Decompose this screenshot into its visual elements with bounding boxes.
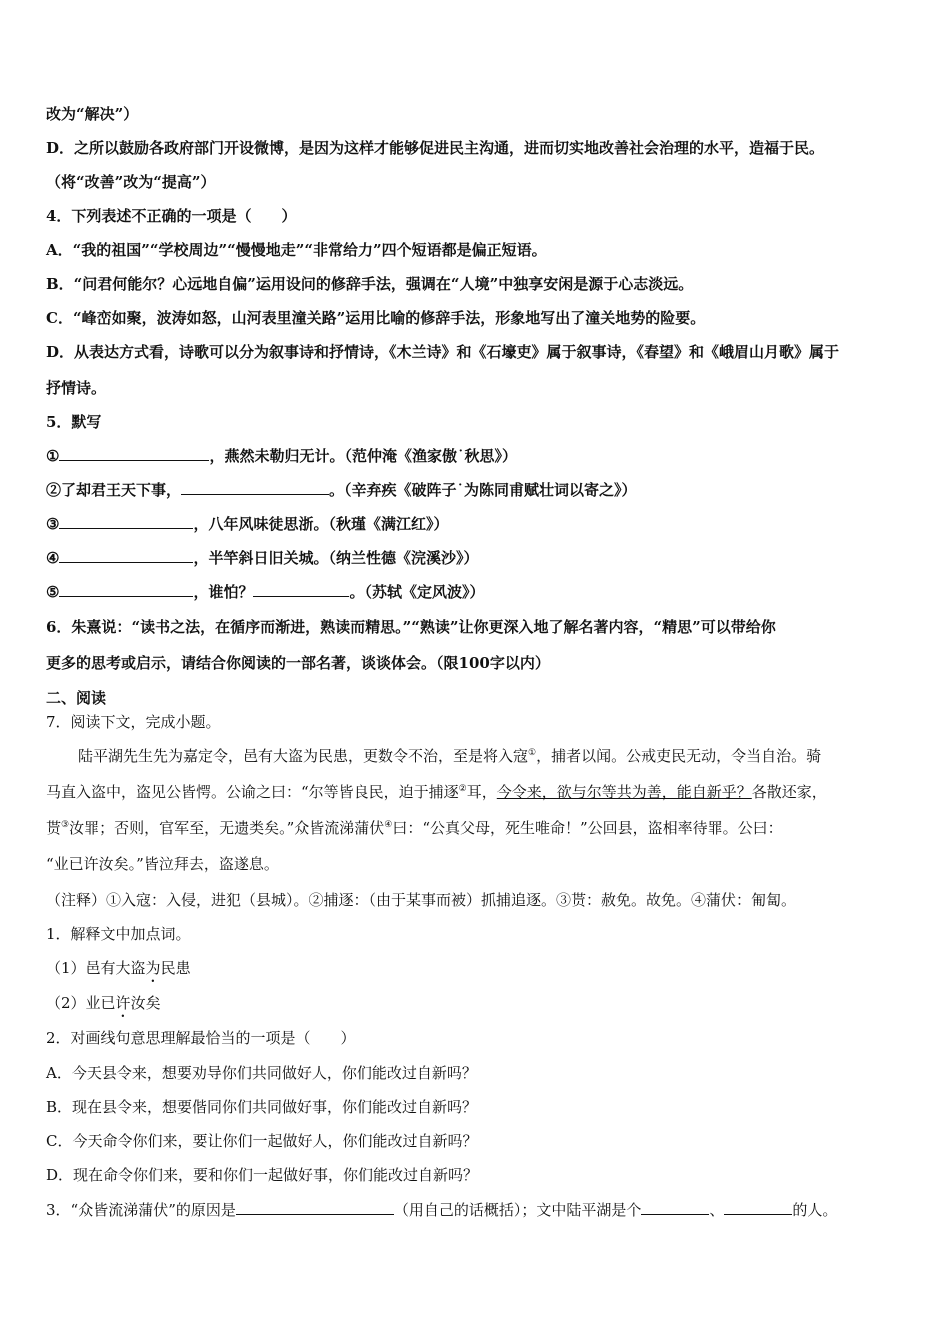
dotted-word: 为 bbox=[145, 959, 161, 977]
item-number: ① bbox=[46, 447, 60, 465]
q5-item-4 bbox=[46, 548, 916, 568]
sub2-option-c: C．今天命令你们来，要让你们一起做好人，你们能改过自新吗？ bbox=[46, 1132, 478, 1150]
footnote-ref: ③ bbox=[61, 820, 70, 830]
annotations: （注释）①入寇：入侵，进犯（县城）。②捕逐：（由于某事而被）抓捕追逐。③贳：赦免。故免。④蒲伏：匍匐。 bbox=[46, 891, 797, 909]
sub2-stem: 2．对画线句意思理解最恰当的一项是（ ） bbox=[46, 1029, 356, 1047]
sub2-option-b: B．现在县令来，想要偕同你们共同做好事，你们能改过自新吗？ bbox=[46, 1098, 478, 1116]
footnote-ref: ④ bbox=[384, 820, 393, 830]
item-text: 。（辛弃疾《破阵子˙为陈同甫赋壮词以寄之》） bbox=[329, 481, 637, 499]
q4-stem: 4．下列表述不正确的一项是（ ） bbox=[46, 207, 297, 225]
sub3-line bbox=[46, 1200, 916, 1220]
sub1-stem: 1．解释文中加点词。 bbox=[46, 925, 191, 943]
answer-blank[interactable] bbox=[59, 548, 193, 563]
q6-line1: 6．朱熹说：“读书之法，在循序而渐进，熟读而精思。”“熟读”让你更深入地了解名著内容，“精思”可以带给你 bbox=[46, 618, 776, 636]
item-text: （2）业已 bbox=[46, 994, 116, 1012]
passage-text: 马直入盗中，盗见公皆愕。公谕之曰：“尔等皆良民，迫于捕逐 bbox=[46, 783, 459, 801]
sub2-option-d: D．现在命令你们来，要和你们一起做好事，你们能改过自新吗？ bbox=[46, 1166, 479, 1184]
item-number: ② bbox=[46, 481, 62, 499]
passage-text: 各散还家， bbox=[751, 783, 827, 801]
passage-text: 耳， bbox=[466, 783, 497, 801]
passage-line2 bbox=[46, 782, 916, 802]
item-number: ④ bbox=[46, 549, 60, 567]
answer-blank[interactable] bbox=[59, 446, 209, 461]
item-text: ，八年风味徒思浙。（秋瑾《满江红》） bbox=[193, 515, 449, 533]
item-text: 汝矣 bbox=[130, 994, 161, 1012]
sub1-item-2 bbox=[46, 993, 916, 1021]
q4-option-d-line1: D．从表达方式看，诗歌可以分为叙事诗和抒情诗，《木兰诗》和《石壕吏》属于叙事诗，《春望》和《峨眉山月歌》属于 bbox=[46, 343, 840, 361]
q3-option-d-line1: D．之所以鼓励各政府部门开设微博，是因为这样才能够促进民主沟通，进而切实地改善社会治理的水平，造福于民。 bbox=[46, 139, 825, 157]
sub2-option-a: A．今天县令来，想要劝导你们共同做好人，你们能改过自新吗？ bbox=[46, 1064, 477, 1082]
answer-blank[interactable] bbox=[641, 1200, 709, 1215]
underlined-sentence: 今令来，欲与尔等共为善，能自新乎？ bbox=[496, 783, 752, 801]
item-text: ，燕然未勒归无计。（范仲淹《渔家傲˙秋思》） bbox=[209, 447, 517, 465]
q7-stem: 7．阅读下文，完成小题。 bbox=[46, 713, 221, 731]
passage-text: ，捕者以闻。公戒吏民无动，令当自治。骑 bbox=[536, 747, 822, 765]
q5-stem: 5．默写 bbox=[46, 413, 102, 431]
item-text: ，谁怕？ bbox=[193, 583, 254, 601]
item-text: ，半竿斜日旧关城。（纳兰性德《浣溪沙》） bbox=[193, 549, 479, 567]
q4-option-b: B．“问君何能尔？心远地自偏”运用设问的修辞手法，强调在“人境”中独享安闲是源于心志淡远。 bbox=[46, 275, 694, 293]
passage-line4: “业已许汝矣。”皆泣拜去，盗遂息。 bbox=[46, 855, 279, 873]
q4-option-a: A．“我的祖国”“学校周边”“慢慢地走”“非常给力”四个短语都是偏正短语。 bbox=[46, 241, 547, 259]
q5-item-1 bbox=[46, 446, 916, 466]
item-text: 、 bbox=[709, 1201, 725, 1219]
passage-line3 bbox=[46, 818, 916, 838]
item-text: 的人。 bbox=[792, 1201, 838, 1219]
passage-line1 bbox=[78, 746, 948, 766]
passage-text: 陆平湖先生先为嘉定令，邑有大盗为民患，更数令不治，至是将入寇 bbox=[78, 747, 529, 765]
item-number: ⑤ bbox=[46, 583, 60, 601]
item-text: 了却君王天下事， bbox=[61, 481, 182, 499]
q3-option-d-line2: （将“改善”改为“提高”） bbox=[46, 173, 216, 191]
footnote-ref: ① bbox=[528, 748, 537, 758]
item-text: 。（苏轼《定风波》） bbox=[349, 583, 485, 601]
item-text: （1）邑有大盗 bbox=[46, 959, 146, 977]
passage-text: 贳 bbox=[46, 819, 62, 837]
q5-item-3 bbox=[46, 514, 916, 534]
dotted-word: 许 bbox=[115, 994, 131, 1012]
answer-blank[interactable] bbox=[181, 480, 329, 495]
q6-line2: 更多的思考或启示，请结合你阅读的一部名著，谈谈体会。（限100字以内） bbox=[46, 654, 550, 672]
answer-blank[interactable] bbox=[59, 514, 193, 529]
answer-blank[interactable] bbox=[253, 582, 349, 597]
item-number: ③ bbox=[46, 515, 60, 533]
footnote-ref: ② bbox=[458, 784, 467, 794]
q4-option-c: C．“峰峦如聚，波涛如怒，山河表里潼关路”运用比喻的修辞手法，形象地写出了潼关地势的险要。 bbox=[46, 309, 706, 327]
answer-blank[interactable] bbox=[724, 1200, 792, 1215]
q5-item-2 bbox=[46, 480, 916, 500]
item-text: 民患 bbox=[160, 959, 191, 977]
item-text: （用自己的话概括）；文中陆平湖是个 bbox=[393, 1201, 642, 1219]
passage-text: 曰：“公真父母，死生唯命！”公回县，盗相率待罪。公曰： bbox=[392, 819, 783, 837]
answer-blank[interactable] bbox=[236, 1200, 394, 1215]
q4-option-d-line2: 抒情诗。 bbox=[46, 379, 107, 397]
q5-item-5 bbox=[46, 582, 916, 602]
passage-text: 汝罪；否则，官军至，无遗类矣。”众皆流涕蒲伏 bbox=[69, 819, 385, 837]
item-text: 3．“众皆流涕蒲伏”的原因是 bbox=[46, 1201, 236, 1219]
q3-tail-line1: 改为“解决”） bbox=[46, 105, 139, 123]
sub1-item-1 bbox=[46, 958, 916, 986]
section-heading: 二、阅读 bbox=[46, 689, 107, 707]
answer-blank[interactable] bbox=[59, 582, 193, 597]
